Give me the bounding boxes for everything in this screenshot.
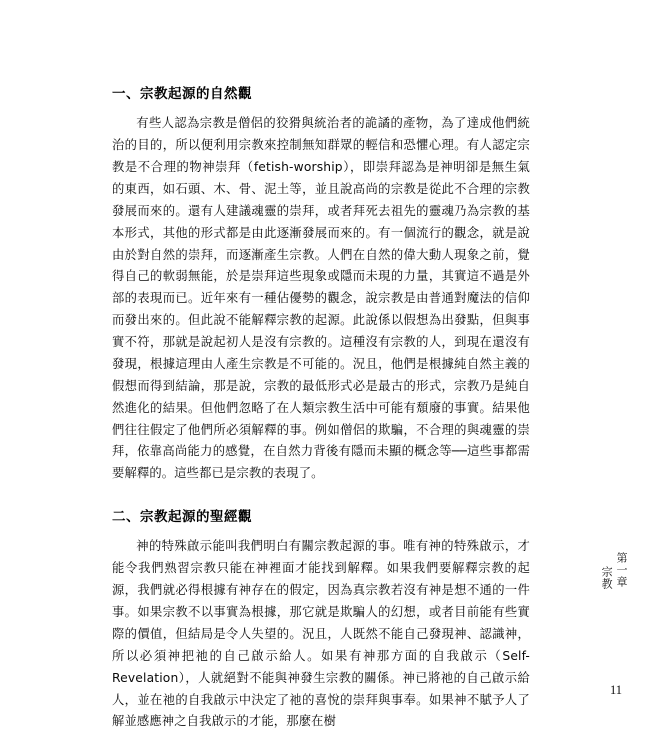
section-1-paragraph xyxy=(112,113,530,485)
section-2-paragraph xyxy=(112,536,530,733)
paragraph-text: 有些人認為宗教是僧侶的狡猾與統治者的詭譎的產物，為了達成他們統治的目的，所以便利用宗教來控制無知群眾的輕信和恐懼心理。有人認定宗教是不合理的物神崇拜（fetish-worship），即崇拜認為是神明卻是無生氣的東西，如石頭、木、骨、泥土等，並且說高尚的宗教是從此不合理的宗教發展而來的。還有人建議魂靈的崇拜，或者拜死去祖先的靈魂乃為宗教的基本形式，其他的形式都是由此逐漸發展而來的。有一個流行的觀念，就是說由於對自然的崇拜，而逐漸產生宗教。人們在自然的偉大動人現象之前，覺得自己的軟弱無能，於是崇拜這些現象或隱而未現的力量，其實這不過是外部的表現而已。近年來有一種佔優勢的觀念，說宗教是由普通對魔法的信仰而發出來的。但此說不能解釋宗教的起源。此說係以假想為出發點，但與事實不符，那就是說起初人是沒有宗教的。這種沒有宗教的人，到現在還沒有發現，根據這理由人產生宗教是不可能的。況且，他們是根據純自然主義的假想而得到結論，那是說，宗教的最低形式必是最古的形式，宗教乃是純自然進化的結果。但他們忽略了在人類宗教生活中可能有頹廢的事實。結果他們往往假定了他們所必須解釋的事。例如僧侶的欺騙，不合理的與魂靈的崇拜，依靠高尚能力的感覺，在自然力背後有隱而未顯的概念等──這些事都需要解釋的。這些都已是宗教的表現了。 xyxy=(112,116,530,481)
chapter-marker: 第一章 xyxy=(615,552,628,588)
section-heading-1: 一、宗教起源的自然觀 xyxy=(112,86,252,102)
chapter-name: 宗教 xyxy=(600,566,614,590)
page-content xyxy=(112,84,530,733)
section-heading-2: 二、宗教起源的聖經觀 xyxy=(112,509,252,526)
paragraph-text: 神的特殊啟示能叫我們明白有關宗教起源的事。唯有神的特殊啟示，才能令我們熟習宗教只能在神裡面才能找到解釋。如果我們要解釋宗教的起源，我們就必得根據有神存在的假定，因為真宗教若沒有神是想不通的一件事。如果宗教不以事實為根據，那它就是欺騙人的幻想，或者目前能有些實際的價值，但結局是令人失望的。況且，人既然不能自己發現神、認識神，所以必須神把祂的自己啟示給人。如果有神那方面的自我啟示（Self-Revelation），人就絕對不能與神發生宗教的關係。神已將祂的自己啟示給人，並在祂的自我啟示中決定了祂的喜悅的崇拜與事奉。如果神不賦予人了解並感應神之自我啟示的才能，那麼在樹 xyxy=(112,539,530,729)
section-spacer xyxy=(112,485,530,507)
chapter-side-tab xyxy=(600,505,628,635)
page-number: 11 xyxy=(609,683,622,697)
